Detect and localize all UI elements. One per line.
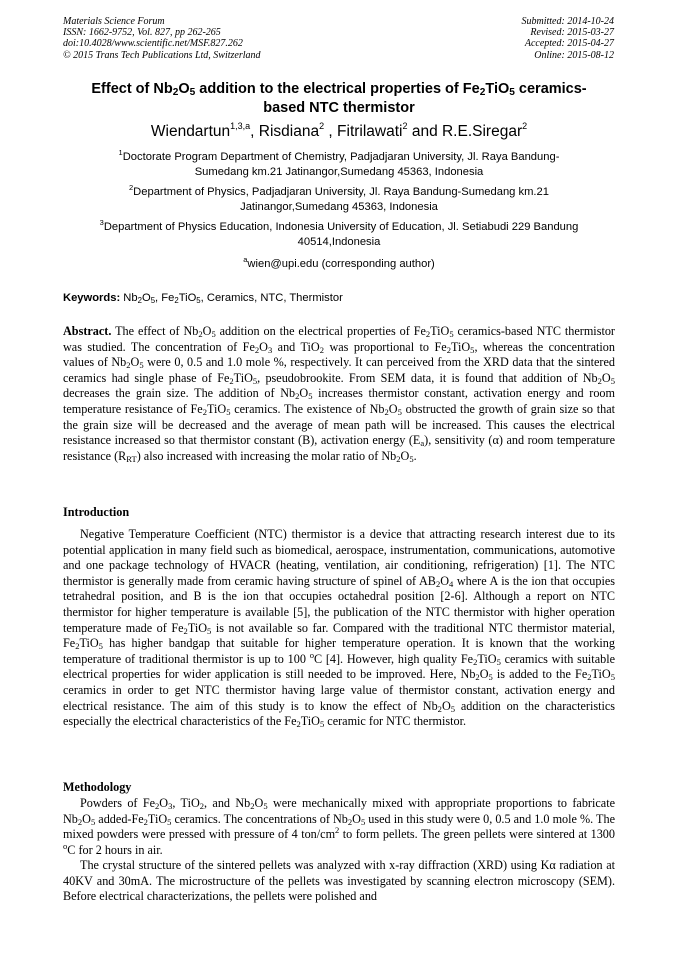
publication-dates — [522, 16, 615, 61]
date-online: Online: 2015-08-12 — [534, 49, 614, 61]
date-accepted: Accepted: 2015-04-27 — [524, 38, 614, 50]
paper-title: Effect of $Nb_2O_5$ addition to the electrical properties of $Fe_2TiO_5$ ceramics- based NTC thermistor — [91, 81, 587, 116]
date-submitted: Submitted: 2014-10-24 — [521, 16, 614, 27]
section-heading-introduction: Introduction — [63, 505, 130, 519]
abstract-label: Abstract. — [63, 324, 112, 338]
affiliation-2: $^2$Department of Physics, Padjadjaran University, Jl. Raya Bandung-Sumedang km.21 Jatinangor,Sumedang 45363, Indonesia — [129, 183, 549, 213]
affiliation-3: $^3$Department of Physics Education, Indonesia University of Education, Jl. Setiabudi 229 Bandung 40514,Indonesia — [99, 218, 579, 248]
journal-issn: ISSN: 1662-9752, Vol. 827, pp 262-265 — [63, 27, 221, 39]
author-list: Wiendartun$^{1,3,a}$, Risdiana$^2$ , Fitrilawati$^2$ and R.E.Siregar$^2$ — [150, 121, 528, 140]
keywords-label: Keywords: — [63, 292, 121, 304]
abstract: Abstract. The effect of $Nb_2O_5$ addition on the electrical properties of $Fe_2TiO_5$ ceramics-based NTC thermistor was studied. The concentration of $Fe_2O_3$ and TiO$_2$ was proportional to $Fe_2TiO_5$, whereas the concentration values of $Nb_2O_5$ were 0, 0.5 and 1.0 mole %, respectively. It can perceived from the XRD data that the sintered ceramics had single phase of $Fe_2TiO_5$, pseudobrookite. From SEM data, it is found that addition of $Nb_2O_5$ decreases the grain size. The addition of $Nb_2O_5$ increases thermistor constant, activation energy and room temperature resistance of $Fe_2TiO_5$ ceramics. The existence of $Nb_2O_5$ obstructed the growth of grain size so that the grain size will be decreased and the average of mean path will be increased. This causes the electrical resistance increased so that thermistor constant (B), activation energy $(E_a)$, sensitivity (α) and room temperature resistance $(R_{RT})$ also increased with increasing the molar ratio of $Nb_2O_5$. — [63, 324, 616, 464]
journal-doi: doi:10.4028/www.scientific.net/MSF.827.262 — [63, 38, 243, 50]
date-revised: Revised: 2015-03-27 — [530, 27, 614, 39]
journal-info — [63, 16, 261, 61]
corresponding-email: $^a$wien@upi.edu (corresponding author) — [243, 255, 435, 270]
methodology-paragraph-2: The crystal structure of the sintered pellets was analyzed with x-ray diffraction (XRD) using Kα radiation at 40KV and 30mA. The microstructure of the pellets was investigated by scanning electron microscopy (SEM). Before electrical characterizations, the pellets were polished and — [63, 858, 615, 904]
methodology-paragraph-1: Powders of $Fe_2O_3$, TiO$_2$, and $Nb_2O_5$ were mechanically mixed with appropriate proportions to fabricate $Nb_2O_5$ added-$Fe_2TiO_5$ ceramics. The concentrations of $Nb_2O_5$ used in this study were 0, 0.5 and 1.0 mole %. The mixed powders were pressed with pressure of 4 ton/$cm^2$ to form pellets. The green pellets were sintered at 1300 $^o$C for 2 hours in air. — [63, 796, 615, 857]
affiliation-1: $^1$Doctorate Program Department of Chemistry, Padjadjaran University, Jl. Raya Bandung- Sumedang km.21 Jatinangor,Sumedang 45363, Indonesia — [118, 148, 560, 178]
introduction-paragraph: Negative Temperature Coefficient (NTC) thermistor is a device that attracting research interest due to its potential application in many field such as biomedical, aerospace, instrumentation, communications, automotive and one package technology of HVACR (heating, ventilation, air conditioning, refrigeration) [1]. The NTC thermistor is generally made from ceramic having structure of spinel of $AB_2O_4$ where A is the ion that occupies tetrahedral position, and B is the ion that occupies octahedral position [2-6]. Although a report on NTC thermistor for higher temperature is available [5], the publication of the NTC thermistor with higher operation temperature made of $Fe_2TiO_5$ is not available so far. Compared with the traditional NTC thermistor material, $Fe_2TiO_5$ has higher bandgap that suitable for higher temperature operation. It is known that the working temperature of traditional thermistor is up to 100 $^o$C [4]. However, high quality $Fe_2TiO_5$ ceramics with suitable electrical properties for wider application is still needed to be improved. Here, $Nb_2O_5$ is added to the $Fe_2TiO_5$ ceramics in order to get NTC thermistor having large value of thermistor constant, activation energy and electrical resistance. The aim of this study is to know the effect of $Nb_2O_5$ addition on the characteristics especially the electrical characteristics of the $Fe_2TiO_5$ ceramic for NTC thermistor. — [63, 527, 615, 730]
journal-name: Materials Science Forum — [63, 16, 165, 27]
keywords: Keywords: $Nb_2O_5$, $Fe_2TiO_5$, Ceramics, NTC, Thermistor — [63, 292, 343, 305]
section-heading-methodology: Methodology — [63, 780, 132, 794]
journal-copyright: © 2015 Trans Tech Publications Ltd, Switzerland — [63, 49, 261, 61]
